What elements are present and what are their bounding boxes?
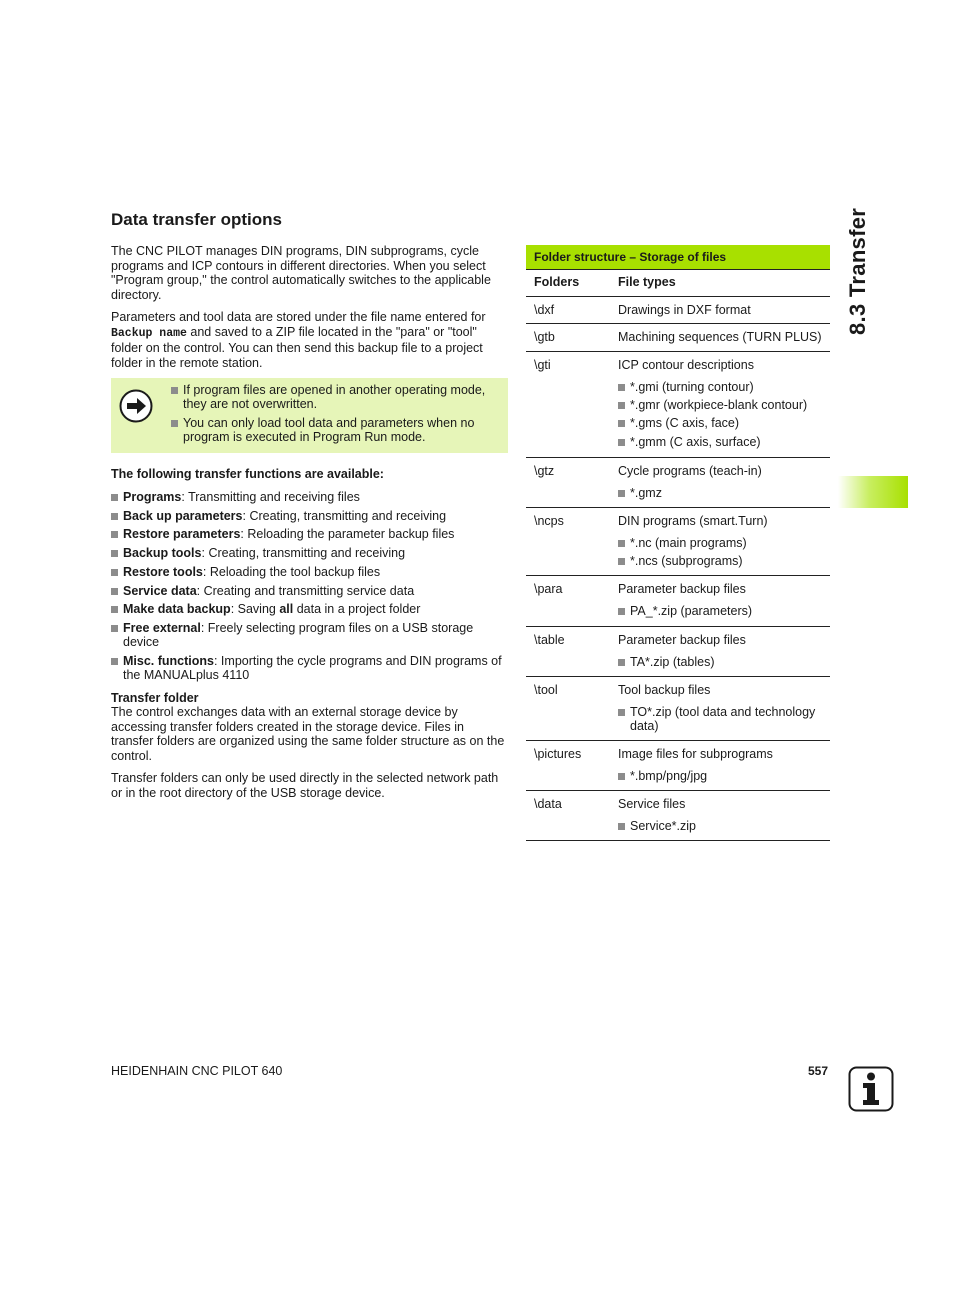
table-row: \gtb Machining sequences (TURN PLUS) [526,324,830,352]
note-list [171,383,501,449]
list-item: PA_*.zip (parameters) [618,604,828,618]
bullet-icon [618,773,625,780]
table-row: \table Parameter backup files TA*.zip (tables) [526,627,830,677]
table-row: \tool Tool backup files TO*.zip (tool data and technology data) [526,677,830,741]
list-item: *.bmp/png/jpg [618,769,828,783]
bullet-icon [111,625,118,632]
bullet-icon [618,558,625,565]
list-item: Restore parameters: Reloading the parameter backup files [111,527,507,541]
note-box [111,378,508,453]
functions-heading: The following transfer functions are available: [111,467,384,481]
list-item: Back up parameters: Creating, transmitting and receiving [111,509,507,523]
list-item: TO*.zip (tool data and technology data) [618,705,828,733]
folder-structure-table [526,245,830,841]
section-title: Data transfer options [111,210,282,229]
table-row: \pictures Image files for subprograms *.bmp/png/jpg [526,741,830,791]
bullet-icon [111,550,118,557]
bullet-icon [618,608,625,615]
info-icon [848,1066,894,1117]
note-item: If program files are opened in another operating mode, they are not overwritten. [171,383,501,412]
list-item: Make data backup: Saving all data in a project folder [111,602,507,616]
list-item: Backup tools: Creating, transmitting and receiving [111,546,507,560]
list-item: *.gmr (workpiece-blank contour) [618,398,828,412]
p2-before: Parameters and tool data are stored under the file name entered for [111,310,486,324]
chapter-tab-marker [838,476,908,508]
page-number: 557 [808,1064,829,1078]
bullet-icon [111,569,118,576]
bullet-icon [171,387,178,394]
bullet-icon [618,490,625,497]
list-item: *.gmm (C axis, surface) [618,435,828,449]
table-row: \data Service files Service*.zip [526,791,830,841]
bullet-icon [618,439,625,446]
bullet-icon [171,420,178,427]
bullet-icon [111,606,118,613]
list-item: Service data: Creating and transmitting service data [111,584,507,598]
bullet-icon [618,384,625,391]
bullet-icon [111,531,118,538]
bullet-icon [618,420,625,427]
table-header-row [526,270,830,297]
list-item: *.gmz [618,486,828,500]
bullet-icon [618,823,625,830]
bullet-icon [111,588,118,595]
footer-product-name: HEIDENHAIN CNC PILOT 640 [111,1064,283,1078]
table-row: \ncps DIN programs (smart.Turn) *.nc (main programs) *.ncs (subprograms) [526,508,830,576]
note-item: You can only load tool data and parameters when no program is executed in Program Run mode. [171,416,501,445]
transfer-folder-paragraph-2: Transfer folders can only be used directly in the selected network path or in the root directory of the USB storage device. [111,771,499,800]
intro-paragraph-1: The CNC PILOT manages DIN programs, DIN subprograms, cycle programs and ICP contours in different directories. When you select "Program group," the control automatically switches to the applicable directory. [111,244,491,302]
bullet-icon [111,658,118,665]
list-item: *.gms (C axis, face) [618,416,828,430]
p2-after: and saved to a ZIP file located in the "para" or "tool" folder on the control. You can then send this backup file to a project folder in the remote station. [111,324,483,370]
list-item: Restore tools: Reloading the tool backup files [111,565,507,579]
column-header-file-types: File types [618,275,676,289]
list-item: Free external: Freely selecting program files on a USB storage device [111,621,507,650]
table-row: \dxf Drawings in DXF format [526,297,830,324]
table-row: \para Parameter backup files PA_*.zip (parameters) [526,576,830,627]
functions-list [111,490,507,687]
backup-name-code: Backup name [111,326,187,340]
list-item: *.gmi (turning contour) [618,380,828,394]
transfer-folder-heading: Transfer folder [111,691,199,705]
list-item: Service*.zip [618,819,828,833]
bullet-icon [618,540,625,547]
list-item: *.ncs (subprograms) [618,554,828,568]
table-row: \gti ICP contour descriptions *.gmi (turning contour) *.gmr (workpiece-blank contour) *.gms (C axis, face) *.gmm (C axis, surface) [526,352,830,458]
list-item: *.nc (main programs) [618,536,828,550]
bullet-icon [618,402,625,409]
chapter-side-title: 8.3 Transfer [845,207,870,335]
list-item: Misc. functions: Importing the cycle programs and DIN programs of the MANUALplus 4110 [111,654,507,683]
arrow-right-icon [119,389,153,428]
column-header-folders: Folders [534,275,580,289]
bullet-icon [111,494,118,501]
intro-paragraph-2 [111,310,507,370]
transfer-folder-paragraph-1: The control exchanges data with an external storage device by accessing transfer folders created in the storage device. Files in transfer folders are organized using the same folder structure as on the control. [111,705,505,763]
bullet-icon [618,659,625,666]
table-row: \gtz Cycle programs (teach-in) *.gmz [526,458,830,508]
list-item: TA*.zip (tables) [618,655,828,669]
bullet-icon [618,709,625,716]
table-title: Folder structure – Storage of files [526,245,830,270]
bullet-icon [111,513,118,520]
list-item: Programs: Transmitting and receiving files [111,490,507,504]
